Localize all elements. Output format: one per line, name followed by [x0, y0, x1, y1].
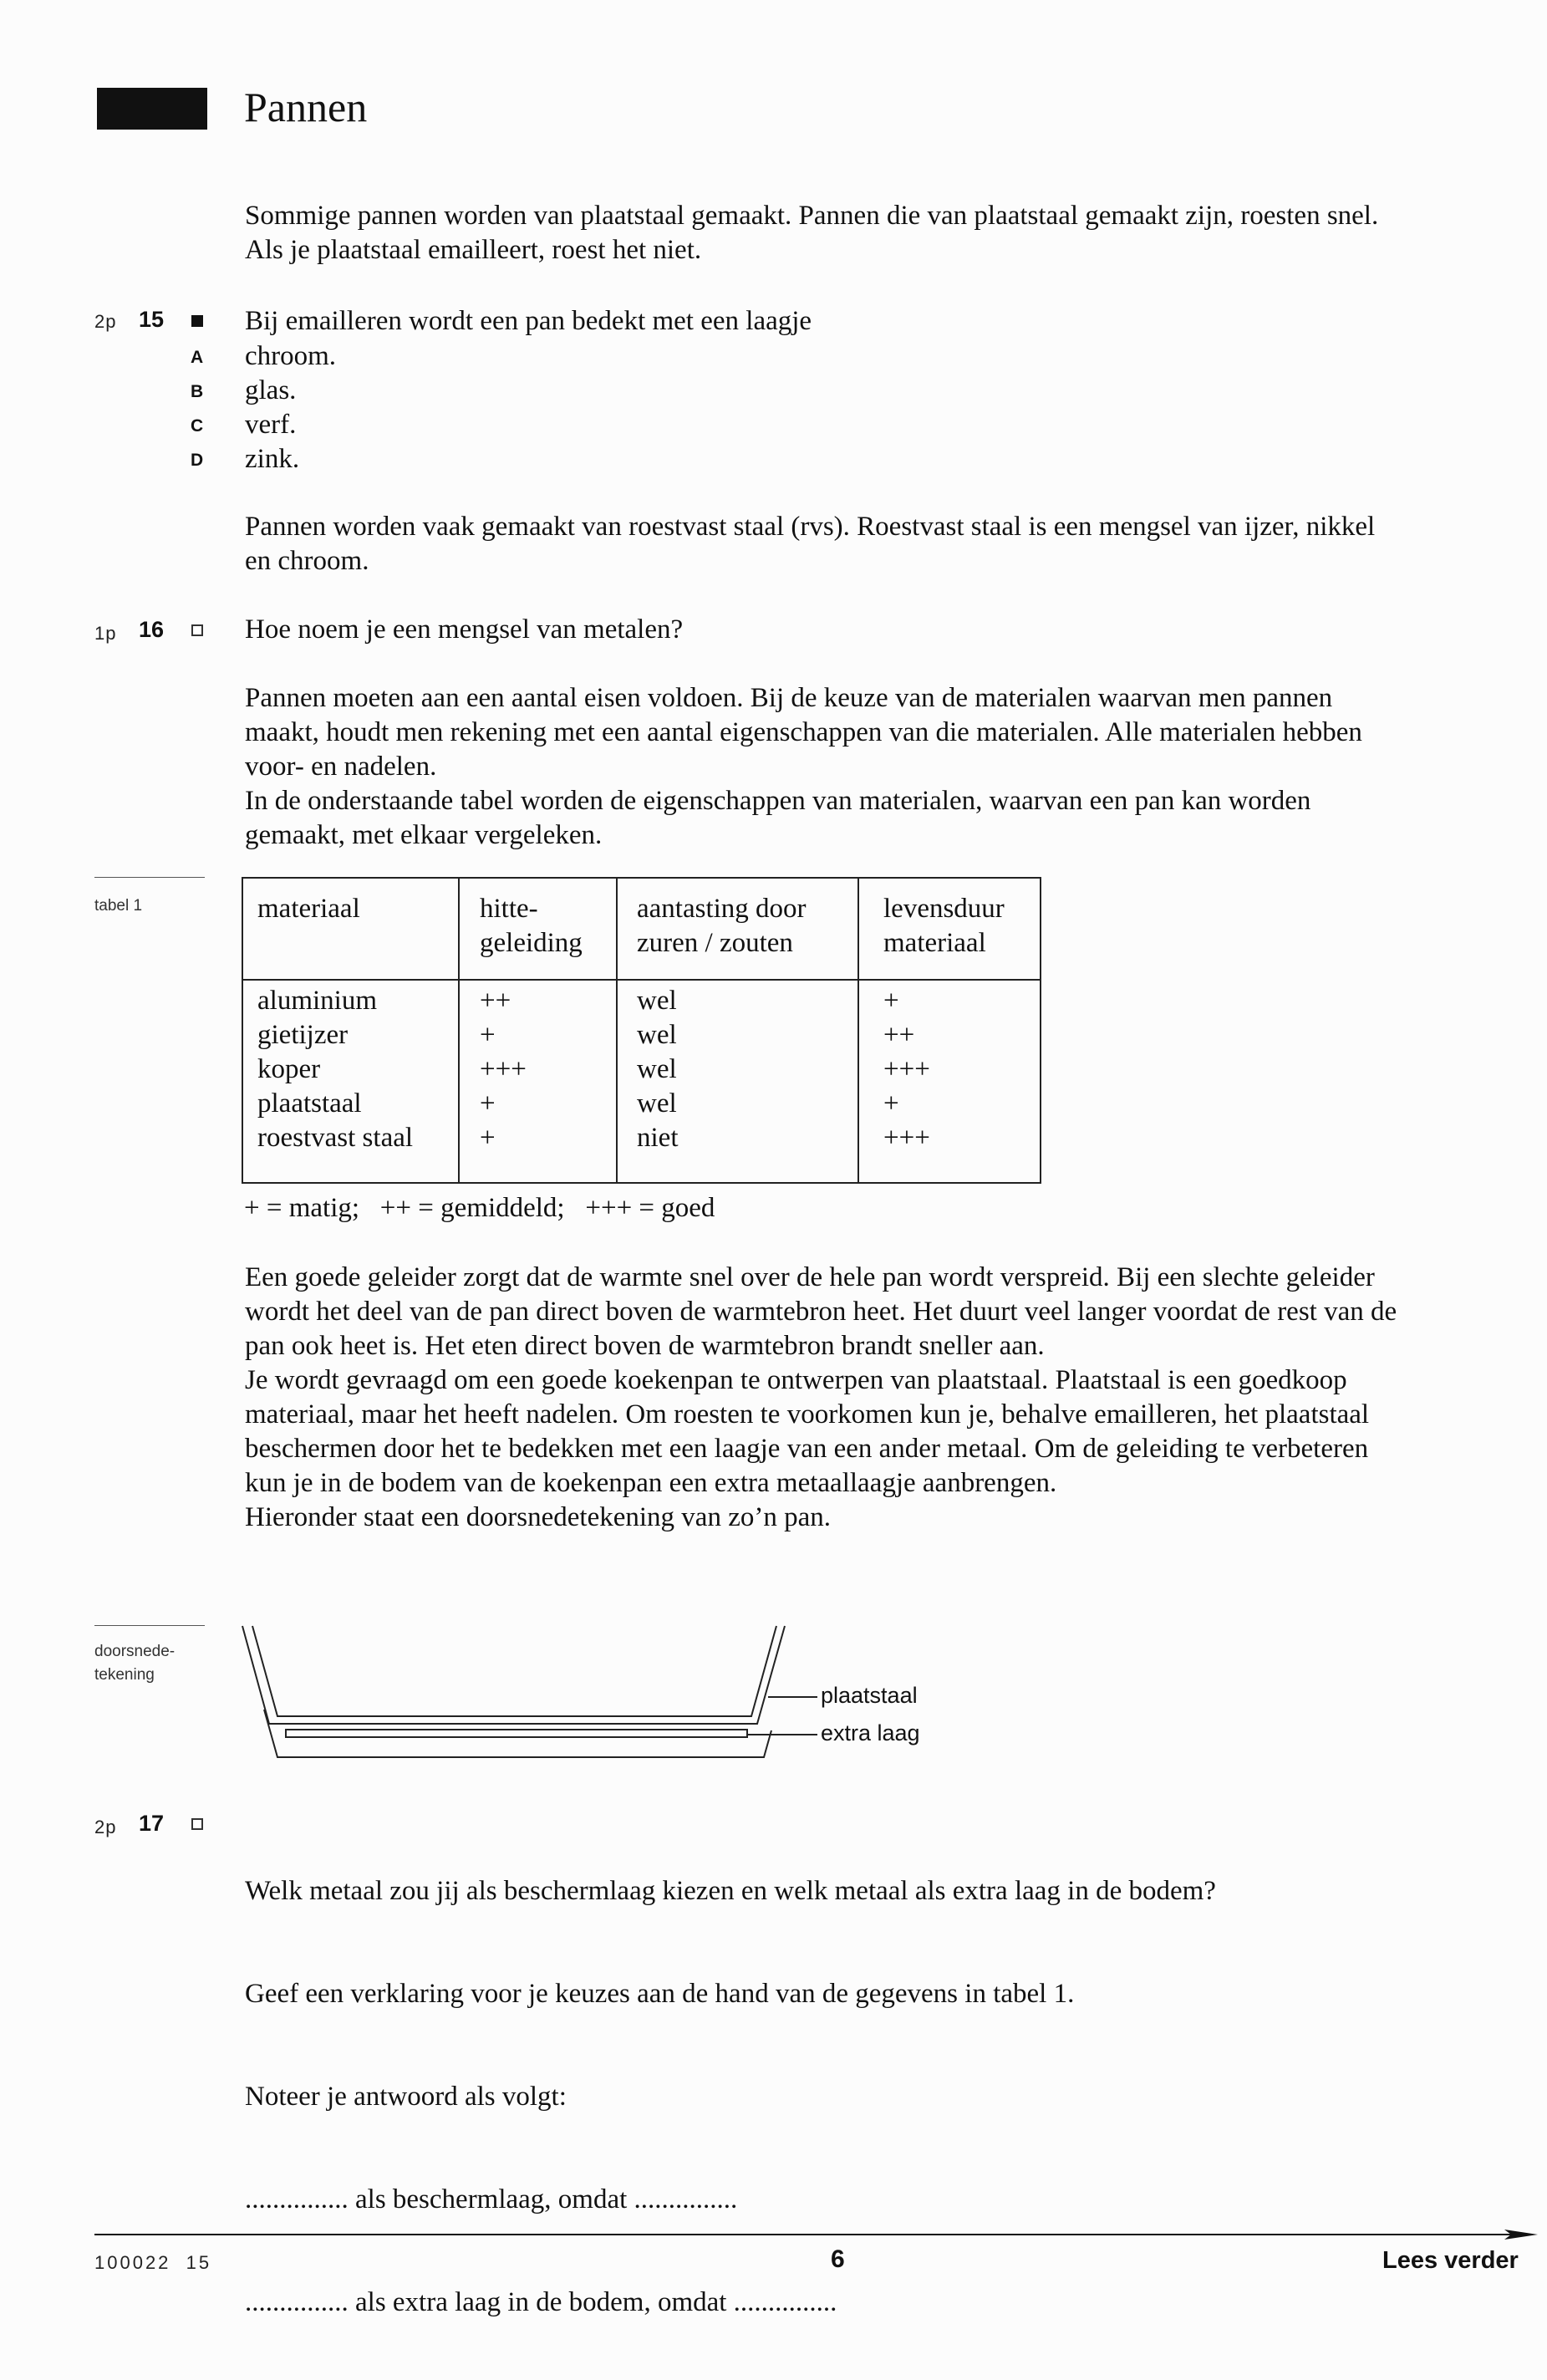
table-header-divider [243, 979, 1040, 981]
table-cell: wel [637, 1054, 677, 1084]
q17-points: 2p [94, 1817, 117, 1837]
q16-question: Hoe noem je een mengsel van metalen? [245, 614, 684, 645]
header-text: hitte- [480, 894, 538, 924]
geleider-paragraph-3: Hieronder staat een doorsnedetekening van zo’n pan. [245, 1502, 831, 1532]
q17-answer-template-line: ............... als extra laag in de bodem, omdat ............... [245, 2287, 837, 2317]
table-cell: wel [637, 986, 677, 1016]
footer-page-number: 6 [831, 2245, 845, 2273]
footer-rule [94, 2234, 1524, 2235]
table-column-materiaal [257, 984, 413, 1155]
table-cell: + [883, 986, 899, 1016]
page-title: Pannen [244, 84, 368, 130]
geleider-paragraph [245, 1261, 1398, 1535]
q17-line: Geef een verklaring voor je keuzes aan de hand van de gegevens in tabel 1. [245, 1979, 1075, 2009]
table-cell: +++ [883, 1054, 930, 1084]
header-text: geleiding [480, 928, 583, 958]
table-legend: + = matig; ++ = gemiddeld; +++ = goed [244, 1193, 715, 1223]
eisen-paragraph-2: In de onderstaande tabel worden de eigenschappen van materialen, waarvan een pan kan worden gemaakt, met elkaar vergeleken. [245, 786, 1311, 850]
table-cell: roestvast staal [257, 1123, 414, 1153]
q17-line: Noteer je antwoord als volgt: [245, 2082, 567, 2112]
eisen-paragraph [245, 681, 1382, 853]
pan-inner-outline [252, 1626, 776, 1716]
table-label-rule [94, 877, 205, 878]
table-cell: + [480, 1020, 496, 1050]
drawing-label [94, 1640, 175, 1687]
table-cell: + [883, 1088, 899, 1119]
title-block-marker [97, 88, 207, 130]
geleider-paragraph-2: Je wordt gevraagd om een goede koekenpan te ontwerpen van plaatstaal. Plaatstaal is een goedkoop materiaal, maar het heeft nadelen. Om roesten te voorkomen kun je, behalve emailleren, het plaatstaal beschermen door het te bedekken met een laagje van een ander metaal. Om de geleiding te verbeteren kun je in de bodem van de koekenpan een extra metaallaagje aanbrengen. [245, 1365, 1370, 1498]
header-text: zuren / zouten [637, 928, 793, 958]
table-cell: gietijzer [257, 1020, 349, 1050]
table-column-levensduur [883, 984, 930, 1155]
table-cell: niet [637, 1123, 679, 1153]
rvs-paragraph: Pannen worden vaak gemaakt van roestvast staal (rvs). Roestvast staal is een mengsel van ijzer, nikkel en chroom. [245, 512, 1376, 576]
q15-option-b-text: glas. [245, 375, 297, 405]
header-text: aantasting door [637, 894, 807, 924]
table-label: tabel 1 [94, 897, 143, 915]
q15-option-b-letter: B [191, 382, 204, 401]
drawing-label-line: tekening [94, 1666, 155, 1684]
table-header-hittegeleiding [480, 892, 583, 961]
q16-open-question-marker [191, 624, 203, 636]
drawing-label-line: doorsnede- [94, 1643, 176, 1660]
q15-option-c-text: verf. [245, 410, 297, 440]
intro-paragraph: Sommige pannen worden van plaatstaal gemaakt. Pannen die van plaatstaal gemaakt zijn, roesten snel. Als je plaatstaal emailleert, roest het niet. [245, 201, 1379, 265]
table-cell: ++ [480, 986, 511, 1016]
drawing-label-rule [94, 1625, 205, 1626]
q15-option-a-letter: A [191, 348, 204, 367]
q17-open-question-marker [191, 1818, 203, 1830]
q15-option-d-letter: D [191, 451, 204, 470]
q15-number: 15 [139, 307, 165, 332]
table-cell: plaatstaal [257, 1088, 362, 1119]
footer-exam-code: 100022 15 [94, 2252, 212, 2273]
q17-number: 17 [139, 1811, 165, 1836]
q15-question: Bij emailleren wordt een pan bedekt met een laagje [245, 306, 812, 336]
table-cell: + [480, 1088, 496, 1119]
q15-option-a-text: chroom. [245, 341, 337, 371]
q15-points: 2p [94, 311, 117, 332]
table-column-aantasting [637, 984, 678, 1155]
table-cell: + [480, 1123, 496, 1153]
callout-extra-laag: extra laag [821, 1720, 920, 1746]
header-text: materiaal [257, 894, 360, 924]
header-text: materiaal [883, 928, 986, 958]
table-divider [616, 879, 618, 1182]
geleider-paragraph-1: Een goede geleider zorgt dat de warmte snel over de hele pan wordt verspreid. Bij een slechte geleider wordt het deel van de pan direct boven de warmtebron heet. Het duurt veel langer voordat de rest van de pan ook heet is. Het eten direct boven de warmtebron brandt sneller aan. [245, 1262, 1397, 1361]
callout-plaatstaal: plaatstaal [821, 1683, 918, 1708]
extra-layer-shape [286, 1730, 747, 1737]
table-cell: koper [257, 1054, 321, 1084]
table-header-aantasting [637, 892, 807, 961]
q15-option-c-letter: C [191, 416, 204, 436]
q17-line: Welk metaal zou jij als beschermlaag kiezen en welk metaal als extra laag in de bodem? [245, 1876, 1216, 1906]
materials-table [242, 877, 1041, 1184]
arrow-right-icon [1504, 2226, 1538, 2243]
pan-outer-outline [242, 1626, 785, 1724]
q17-answer-template-line: ............... als beschermlaag, omdat ............... [245, 2184, 738, 2214]
table-divider [458, 879, 460, 1182]
table-cell: aluminium [257, 986, 377, 1016]
q16-number: 16 [139, 617, 165, 642]
table-column-hittegeleiding [480, 984, 527, 1155]
q15-option-d-text: zink. [245, 444, 300, 474]
q17-question [245, 1806, 1415, 2354]
table-header-levensduur [883, 892, 1005, 961]
table-cell: wel [637, 1088, 677, 1119]
eisen-paragraph-1: Pannen moeten aan een aantal eisen voldoen. Bij de keuze van de materialen waarvan men pannen maakt, houdt men rekening met een aantal eigenschappen van die materialen. Alle materialen hebben voor- en nadelen. [245, 683, 1362, 782]
header-text: levensduur [883, 894, 1005, 924]
q16-points: 1p [94, 623, 117, 644]
footer-lees-verder: Lees verder [1382, 2247, 1519, 2274]
table-divider [857, 879, 859, 1182]
table-cell: wel [637, 1020, 677, 1050]
table-cell: ++ [883, 1020, 915, 1050]
table-cell: +++ [480, 1054, 527, 1084]
table-header-materiaal [257, 892, 360, 926]
q15-multiple-choice-marker [191, 315, 203, 327]
table-cell: +++ [883, 1123, 930, 1153]
